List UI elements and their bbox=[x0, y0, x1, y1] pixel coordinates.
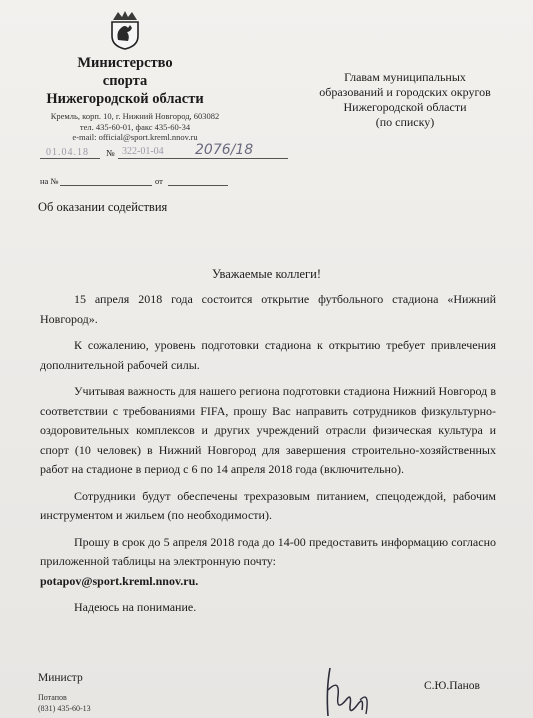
number-label: № bbox=[106, 148, 115, 158]
ref-label: на № bbox=[40, 176, 59, 186]
ministry-line-3: Нижегородской области bbox=[46, 91, 204, 107]
date-underline bbox=[40, 158, 100, 159]
coat-of-arms-icon bbox=[108, 10, 142, 50]
body-paragraph-1: 15 апреля 2018 года состоится открытие футбольного стадиона «Нижний Новгород». bbox=[40, 292, 496, 326]
ministry-name bbox=[40, 54, 210, 108]
address-line-2: тел. 435-60-01, факс 435-60-34 bbox=[79, 121, 191, 132]
ministry-line-2: спорта bbox=[102, 73, 148, 89]
body-paragraph-5: Прошу в срок до 5 апреля 2018 года до 14-00 предоставить информацию согласно приложенной таблицы на электронную почту: bbox=[40, 534, 496, 568]
number-underline bbox=[118, 158, 288, 159]
addressee-block bbox=[300, 70, 510, 130]
handwritten-number: 2076/18 bbox=[195, 142, 254, 158]
ministry-address bbox=[40, 111, 230, 143]
executor-name: Потапов bbox=[38, 693, 67, 702]
ministry-line-1: Министерство bbox=[77, 55, 173, 71]
closing-line: Надеюсь на понимание. bbox=[74, 600, 197, 614]
executor-info bbox=[38, 692, 91, 714]
contact-email: potapov@sport.kreml.nnov.ru. bbox=[40, 573, 199, 588]
addressee-line-2: образований и городских округов bbox=[319, 85, 491, 99]
addressee-line-3: Нижегородской области bbox=[343, 100, 467, 114]
from-underline bbox=[168, 185, 228, 186]
minister-title: Министр bbox=[38, 672, 83, 684]
body-paragraph-4: Сотрудники будут обеспечены трехразовым питанием, спецодеждой, рабочим инструментом и жильем (по необходимости). bbox=[40, 488, 496, 522]
body-paragraph-3: Учитывая важность для нашего региона подготовки стадиона Нижний Новгород в соответствии с требованиями FIFA, прошу Вас направить сотрудников физкультурно-оздоровительных комплексов и других учреждений отрасли физическая культура и спорт (10 человек) в Нижний Новгород для завершения строительно-хозяйственных работ на стадионе в период с 6 по 14 апреля 2018 года (включительно). bbox=[40, 384, 496, 476]
letter-body bbox=[40, 290, 496, 625]
executor-phone: (831) 435-60-13 bbox=[38, 704, 91, 713]
registration-line bbox=[40, 142, 270, 162]
reference-line bbox=[40, 176, 240, 188]
signer-name: С.Ю.Панов bbox=[424, 680, 480, 692]
signature-icon bbox=[300, 660, 390, 718]
letter-subject: Об оказании содействия bbox=[38, 200, 168, 214]
address-line-3: e-mail: official@sport.kreml.nnov.ru bbox=[72, 132, 198, 142]
ref-underline bbox=[60, 185, 152, 186]
salutation: Уважаемые коллеги! bbox=[212, 267, 321, 281]
addressee-line-4: (по списку) bbox=[375, 115, 435, 129]
from-label: от bbox=[155, 176, 163, 186]
body-paragraph-2: К сожалению, уровень подготовки стадиона к открытию требует привлечения дополнительной рабочей силы. bbox=[40, 338, 496, 372]
number-stamp: 322-01-04 bbox=[122, 146, 164, 157]
address-line-1: Кремль, корп. 10, г. Нижний Новгород, 603082 bbox=[50, 111, 220, 121]
addressee-line-1: Главам муниципальных bbox=[344, 70, 466, 84]
date-stamp: 01.04.18 bbox=[46, 147, 89, 158]
